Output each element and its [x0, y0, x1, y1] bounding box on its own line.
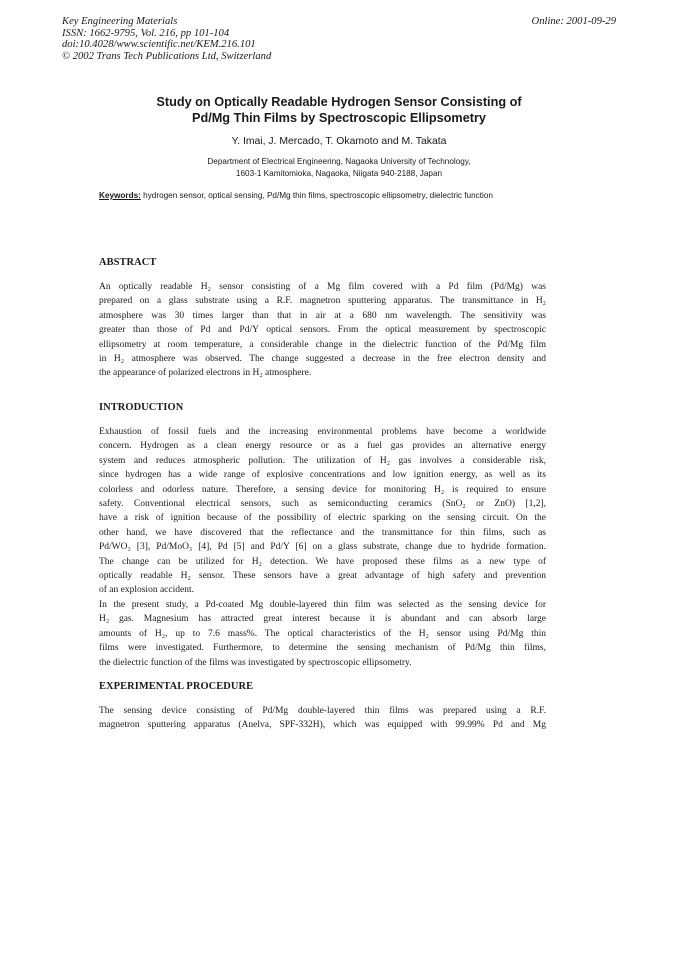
introduction-heading: INTRODUCTION	[99, 402, 184, 413]
copyright-line: © 2002 Trans Tech Publications Ltd, Switzerland	[62, 50, 272, 62]
text-line: have a risk of ignition because of the possibility of electric sparking on the sensing circuit. On the	[99, 513, 546, 524]
text-line: magnetron sputtering apparatus (Anelva, SPF-332H), which was equipped with 99.99% Pd and Mg	[99, 720, 546, 731]
text-line: films were investigated. Furthermore, to determine the sensing mechanism of Pd/Mg thin films,	[99, 643, 546, 654]
abstract-heading: ABSTRACT	[99, 257, 157, 268]
keywords-label: Keywords:	[99, 191, 141, 200]
text-line: In the present study, a Pd-coated Mg double-layered thin film was selected as the sensing device for	[99, 600, 546, 610]
authors: Y. Imai, J. Mercado, T. Okamoto and M. Takata	[231, 136, 447, 147]
experimental-heading: EXPERIMENTAL PROCEDURE	[99, 681, 254, 692]
keywords-text: hydrogen sensor, optical sensing, Pd/Mg thin films, spectroscopic ellipsometry, dielectric function	[143, 191, 493, 200]
title-line: Study on Optically Readable Hydrogen Sensor Consisting of	[156, 95, 522, 109]
affiliation	[0, 156, 678, 180]
introduction-paragraph-2	[99, 598, 546, 670]
affiliation-line: 1603-1 Kamitomioka, Nagaoka, Niigata 940-2188, Japan	[235, 169, 443, 178]
experimental-paragraph	[99, 704, 546, 733]
text-line: atmosphere was 30 times larger than that in air at a 680 nm wavelength. The sensitivity was	[99, 310, 546, 321]
text-line: Exhaustion of fossil fuels and the increasing environmental problems have become a worldwide	[99, 427, 546, 437]
text-line: concern. Hydrogen as a clean energy resource or as a fuel gas provides an alternative energy	[99, 441, 546, 452]
text-line: safety. Conventional electrical sensors, such as semiconducting ceramics (SnO₂ or ZnO) [1,2],	[99, 499, 546, 510]
text-line: colorless and odorless nature. Therefore, a sensing device for monitoring H₂ is required to ensure	[99, 484, 546, 495]
text-line: An optically readable H₂ sensor consisting of a Mg film covered with a Pd film (Pd/Mg) was	[99, 282, 546, 292]
text-line: prepared on a glass substrate using a R.F. magnetron sputtering apparatus. The transmittance in H₂	[99, 296, 546, 307]
text-line: the appearance of polarized electrons in H₂ atmosphere.	[99, 368, 312, 379]
text-line: optically readable H₂ sensor. These sensors have a great advantage of high safety and prevention	[99, 571, 546, 582]
text-line: H₂ gas. Magnesium has attracted great interest because it is abundant and can absorb large	[99, 614, 546, 625]
text-line: since hydrogen has a wide range of explosive concentrations and low ignition energy, as well as its	[99, 470, 546, 481]
doi-line[interactable]: doi:10.4028/www.scientific.net/KEM.216.101	[62, 39, 256, 51]
text-line: greater than those of Pd and Pd/Y optical sensors. From the optical measurement by spectroscopic	[99, 325, 546, 336]
introduction-paragraph-1	[99, 425, 546, 598]
paper-title	[0, 94, 678, 126]
text-line: Pd/WO₃ [3], Pd/MoO₃ [4], Pd [5] and Pd/Y [6] on a glass substrate, change due to hydride formation.	[99, 542, 546, 553]
text-line: other hand, we have discovered that the reflectance and the transmittance for thin films, such as	[99, 527, 546, 538]
journal-name: Key Engineering Materials	[62, 16, 178, 27]
text-line: the dielectric function of the films was investigated by spectroscopic ellipsometry.	[99, 657, 412, 668]
text-line: system and reduces atmospheric pollution. The utilization of H₂ gas involves a considerable risk,	[99, 455, 546, 466]
affiliation-line: Department of Electrical Engineering, Nagaoka University of Technology,	[207, 157, 471, 166]
abstract-paragraph	[99, 280, 546, 381]
keywords	[99, 191, 619, 200]
text-line: in H₂ atmosphere was observed. The change suggested a decrease in the free electron density and	[99, 354, 546, 365]
online-date: Online: 2001-09-29	[531, 16, 616, 27]
page-header	[62, 16, 616, 62]
text-line: The sensing device consisting of Pd/Mg double-layered thin films was prepared using a R.F.	[99, 706, 546, 716]
text-line: The change can be utilized for H₂ detection. We have proposed these films as a new type of	[99, 556, 546, 567]
text-line: ellipsometry at room temperature, a considerable change in the dielectric function of the Pd/Mg film	[99, 339, 546, 350]
text-line: of an explosion accident.	[99, 585, 194, 596]
text-line: amounts of H₂, up to 7.6 mass%. The optical characteristics of the H₂ sensor using Pd/Mg thin	[99, 628, 546, 639]
title-line: Pd/Mg Thin Films by Spectroscopic Ellipsometry	[192, 111, 486, 125]
issn-line: ISSN: 1662-9795, Vol. 216, pp 101-104	[62, 27, 230, 39]
